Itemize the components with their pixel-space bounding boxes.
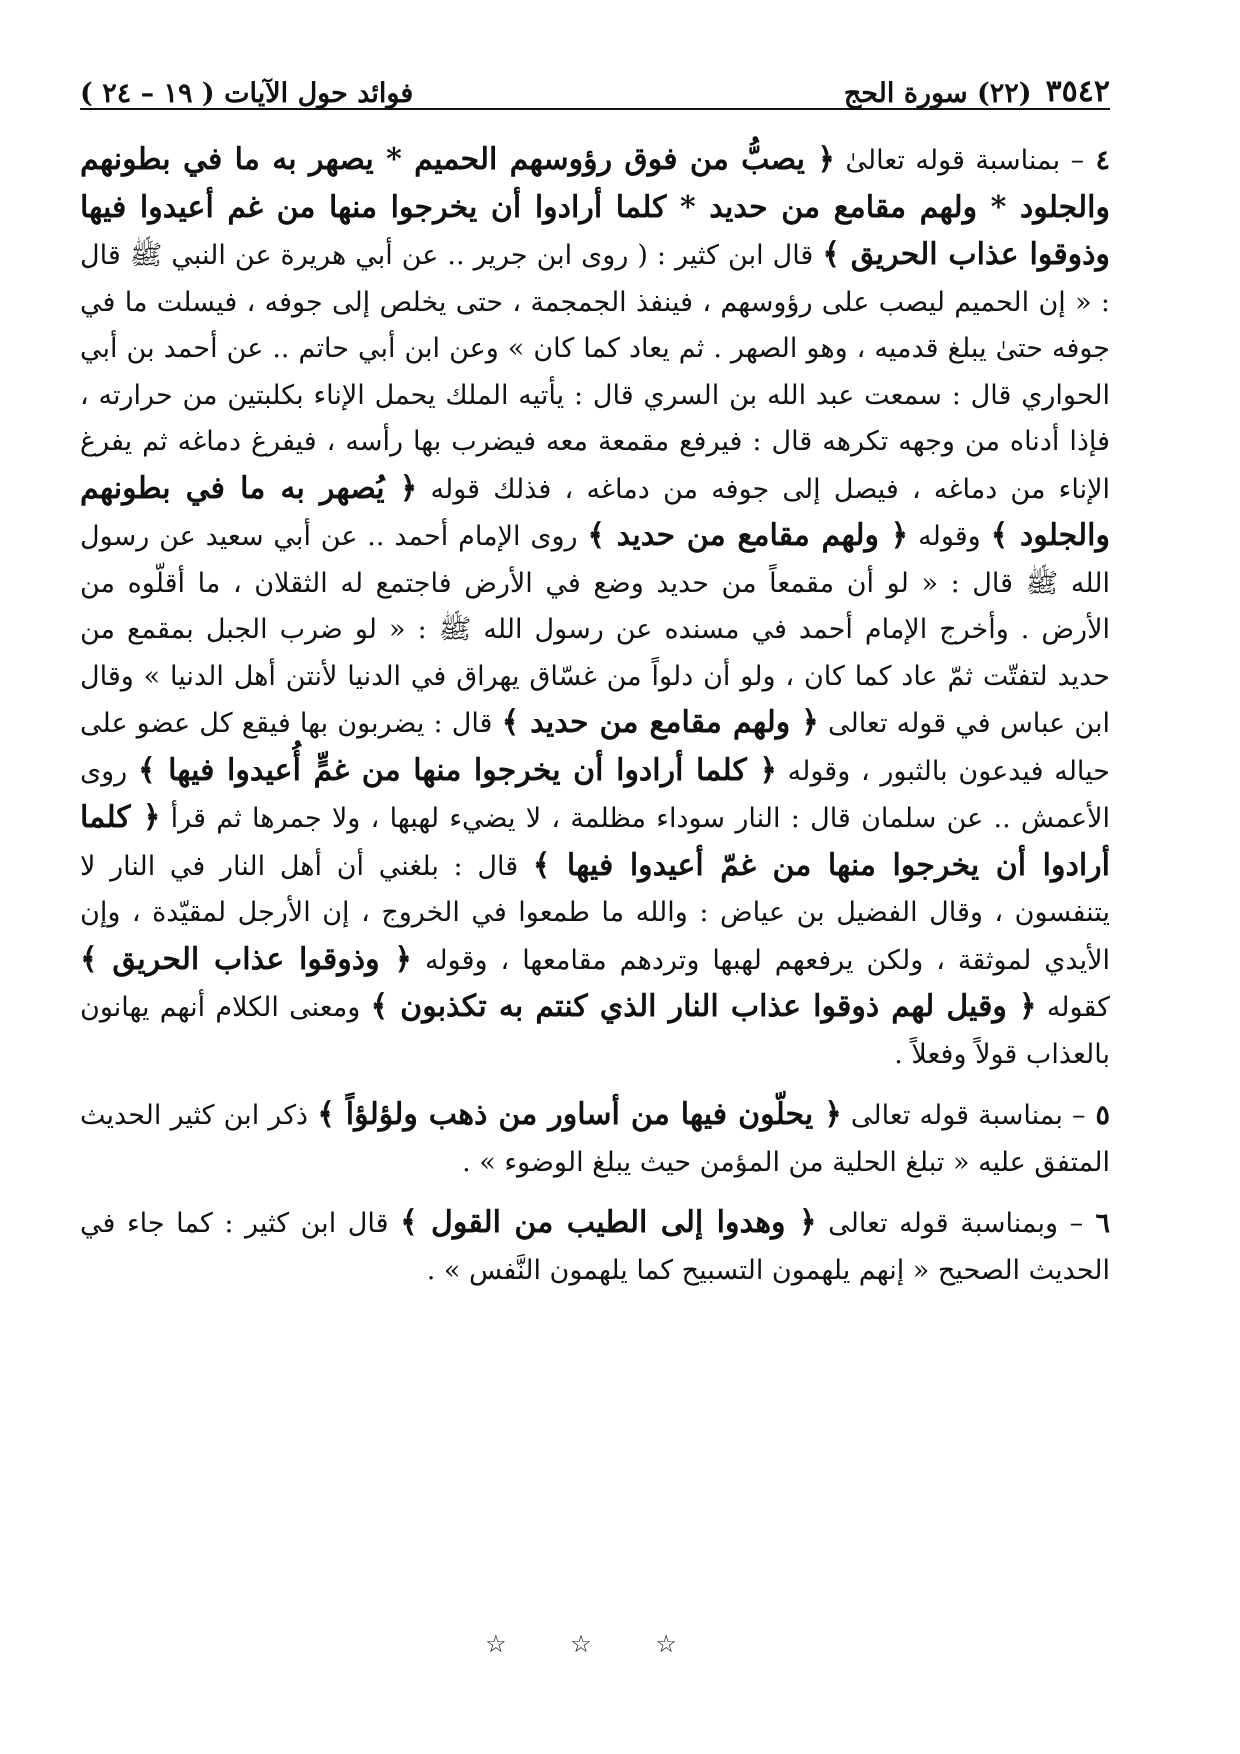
commentary-text: – وبمناسبة قوله تعالى bbox=[816, 1208, 1084, 1239]
section-end-ornament: ☆ ☆ ☆ bbox=[485, 1630, 705, 1658]
quran-verse: ﴿ ولهم مقامع من حديد ﴾ bbox=[501, 705, 819, 740]
commentary-text: كقوله bbox=[1036, 992, 1110, 1023]
paragraph bbox=[80, 1200, 1110, 1294]
quran-verse: ﴿ كلما أرادوا أن يخرجوا منها من غمٍّ أُعيدوا فيها ﴾ bbox=[137, 752, 777, 788]
quran-verse: ﴿ وهدوا إلى الطيب من القول ﴾ bbox=[400, 1205, 817, 1240]
commentary-text: روى الإمام أحمد .. عن أبي سعيد عن رسول الله ﷺ قال : « لو أن مقمعاً من حديد وضع في الأرض فاجتمع له الثقلان ، ما أقلّوه من الأرض . وأخرج الإمام أحمد في مسنده عن رسول الله ﷺ : « لو ضرب الجبل بمقمع من حديد لتفتّت ثمّ عاد كما كان ، ولو أن دلواً من غسّاق يهراق في الدنيا لأنتن أهل الدنيا » وقال ابن عباس في قوله تعالى bbox=[80, 521, 1110, 739]
quran-verse: ﴿ يصبُّ من فوق رؤوسهم الحميم * يصهر به ما في بطونهم والجلود * ولهم مقامع من حديد * كلما أرادوا أن يخرجوا منها من غم أعيدوا فيها وذوقوا عذاب الحريق ﴾ bbox=[80, 142, 1110, 272]
commentary-text: ومعنى الكلام أنهم يهانون بالعذاب قولاً وفعلاً . bbox=[80, 992, 1110, 1070]
commentary-text: قال ابن كثير : ( روى ابن جرير .. عن أبي هريرة عن النبي ﷺ قال : « إن الحميم ليصب على رؤوسهم ، فينفذ الجمجمة ، حتى يخلص إلى جوفه ، فيسلت ما في جوفه حتىٰ يبلغ قدميه ، وهو الصهر . ثم يعاد كما كان » وعن ابن أبي حاتم .. عن أحمد بن أبي الحواري قال : سمعت عبد الله بن السري قال : يأتيه الملك يحمل الإناء بكلبتين من حرارته ، فإذا أدناه من وجهه تكرهه قال : فيرفع مقمعة معه فيضرب بها رأسه ، فيفرغ دماغه ثم يفرغ الإناء من دماغه ، فيصل إلى جوفه من دماغه ، فذلك قوله bbox=[80, 240, 1110, 505]
running-header bbox=[80, 65, 1110, 109]
commentary-text: روى الأعمش .. عن سلمان قال : النار سوداء مظلمة ، لا يضيء لهبها ، ولا جمرها ثم قرأ bbox=[80, 755, 1110, 834]
paragraph-number: ٥ bbox=[1085, 1100, 1110, 1131]
quran-verse: ﴿ وقيل لهم ذوقوا عذاب النار الذي كنتم به تكذبون ﴾ bbox=[370, 989, 1037, 1024]
paragraph bbox=[80, 1092, 1110, 1186]
section-title: فوائد حول الآيات ( ١٩ – ٢٤ ) bbox=[80, 78, 414, 109]
quran-verse: ﴿ يحلّون فيها من أساور من ذهب ولؤلؤاً ﴾ bbox=[317, 1097, 842, 1132]
header-right bbox=[844, 74, 1110, 109]
commentary-text: وقوله bbox=[908, 521, 991, 552]
quran-verse: ﴿ وذوقوا عذاب الحريق ﴾ bbox=[80, 941, 412, 977]
book-page bbox=[80, 55, 1110, 1715]
paragraph bbox=[80, 137, 1110, 1078]
commentary-text: قال : بلغني أن أهل النار في النار لا يتنفسون ، وقال الفضيل بن عياض : والله ما طمعوا في الخروج ، إن الأرجل لمقيّدة ، وإن الأيدي لموثقة ، ولكن يرفعهم لهبها وتردهم مقامعها ، وقوله bbox=[80, 850, 1111, 976]
commentary-text: – بمناسبة قوله تعالى bbox=[841, 1100, 1086, 1131]
quran-verse: ﴿ يُصهر به ما في بطونهم والجلود ﴾ bbox=[80, 470, 1110, 553]
paragraph-number: ٤ bbox=[1084, 145, 1110, 176]
quran-verse: ﴿ كلما أرادوا أن يخرجوا منها من غمّ أعيدوا فيها ﴾ bbox=[80, 800, 1111, 883]
body-text bbox=[80, 137, 1110, 1308]
commentary-text: – بمناسبة قوله تعالىٰ bbox=[834, 145, 1085, 176]
commentary-text: قال : يضربون بها فيقع كل عضو على حياله فيدعون بالثبور ، وقوله bbox=[80, 708, 1110, 787]
header-rule bbox=[80, 108, 1110, 110]
commentary-text: ذكر ابن كثير الحديث المتفق عليه « تبلغ الحلية من المؤمن حيث يبلغ الوضوء » . bbox=[80, 1100, 1110, 1178]
surah-name: (٢٢) سورة الحج bbox=[843, 78, 1032, 109]
commentary-text: قال ابن كثير : كما جاء في الحديث الصحيح « إنهم يلهمون التسبيح كما يلهمون النَّفس » . bbox=[80, 1208, 1110, 1286]
paragraph-number: ٦ bbox=[1083, 1208, 1110, 1239]
quran-verse: ﴿ ولهم مقامع من حديد ﴾ bbox=[587, 518, 909, 553]
page-number: ٣٥٤٢ bbox=[1045, 74, 1110, 109]
